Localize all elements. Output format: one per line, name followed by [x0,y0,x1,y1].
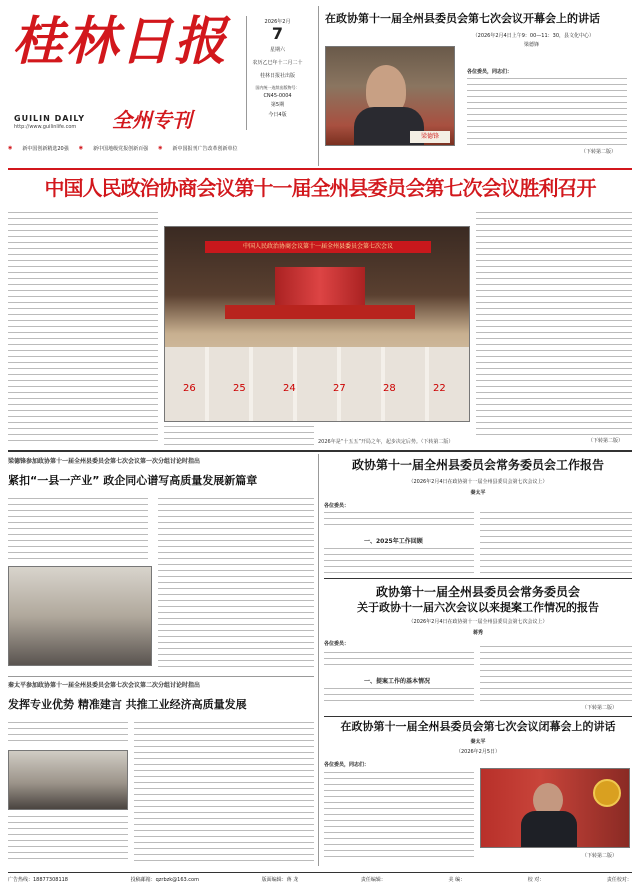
body-text [324,546,474,576]
badge-icon: ◉ [78,145,84,151]
discussion-photo [8,566,152,666]
continued-note: （下转第二版） [582,705,618,711]
story-4 [324,458,632,578]
lead-story [8,210,632,450]
body-text [324,510,474,530]
lead-col-3 [476,210,632,436]
body-text [134,720,314,862]
author: 秦太平 [470,739,486,745]
headline: 紧扣“一县一产业” 政企同心谱写高质量发展新篇章 [8,474,258,487]
body-text [324,770,474,860]
salute: 各位委员，同志们： [324,762,370,768]
seat-number: 22 [433,383,446,394]
seat-number: 25 [233,383,246,394]
publisher: 桂林日报社出版 [259,73,295,79]
issue-box [246,16,308,130]
proofreader: 校 对： [527,877,545,883]
kicker: 秦太平参加政协第十一届全州县委员会第七次会议第二次分组讨论时指出 [8,682,201,689]
body-text [480,510,632,576]
continued-note: （下转第二版） [588,438,624,444]
story-meta: （2026年2月5日） [455,749,501,755]
conference-photo [164,226,470,422]
body-text [480,644,632,702]
conference-banner: 中国人民政治协商会议第十一届全州县委员会第七次会议 [205,241,431,253]
lead-headline: 中国人民政治协商会议第十一届全州县委员会第七次会议胜利召开 [44,176,596,200]
chief-editor: 责任编辑： [360,877,386,883]
site-url: http://www.guilinlife.com [14,124,77,130]
seat-number: 26 [183,383,196,394]
closing-photo [480,768,630,848]
body-text [8,720,128,746]
section-heading: 一、提案工作的基本情况 [364,678,431,685]
section-heading: 一、2025年工作回顾 [364,538,423,545]
salute: 各位委员： [324,503,350,509]
responsible-proofreader: 责任校对： [606,877,632,883]
lead-caption-text [164,424,314,446]
top-story [318,6,634,166]
body-text [324,686,474,706]
continued-note: （下转第二版） [581,149,617,155]
newspaper-title: 桂林日报 [12,11,229,72]
presidium-table [225,305,415,319]
author: 秦太平 [470,490,486,496]
promo-text-1: 新中国创新精选20强 [22,145,69,152]
art-editor: 美 编： [448,877,466,883]
weekday: 星期六 [269,47,285,53]
kicker: 梁德锋参加政协第十一届全州县委员会第七次会议第一次分组讨论时指出 [8,458,201,465]
headline-line-1: 政协第十一届全州县委员会常务委员会 [375,585,580,599]
story-5 [324,584,632,714]
promo-text-2: 新中国地级党报创新百强 [93,145,149,152]
speaker-photo [325,46,455,146]
headline: 在政协第十一届全州县委员会第七次会议开幕会上的讲话 [325,12,600,25]
salute: 各位委员： [324,641,350,647]
date-line: 2026年2月 [264,19,291,25]
lead-caption: 2026年是“十五五”开局之年，起步决定后势。（下转第二版） [318,439,454,445]
story-3 [8,680,314,866]
masthead [8,6,308,156]
page-count: 今日4版 [268,112,287,118]
nameplate: 梁德锋 [410,131,450,143]
headline: 政协第十一届全州县委员会常务委员会工作报告 [351,458,604,472]
body-text [467,76,627,148]
edition-label: 全州专刊 [112,108,192,132]
lead-col-1 [8,210,158,442]
badge-icon: ◉ [8,145,13,151]
stage-flags [275,267,365,307]
author: 梁德锋 [523,42,539,48]
body-text [8,814,128,862]
seat-number: 24 [283,383,296,394]
seat-number: 28 [383,383,396,394]
story-meta: （2026年2月4日上午9：00—11：30，县文化中心） [472,33,594,39]
badge-icon: ◉ [158,145,163,151]
lunar-date: 农历乙巳年十二月二十 [252,60,303,66]
story-6 [324,720,632,870]
story-meta: （2026年2月4日在政协第十一届全州县委员会第七次会议上） [408,479,548,485]
headline-line-2: 关于政协十一届六次会议以来提案工作情况的报告 [357,601,599,614]
issue-number: 第5期 [270,102,285,108]
seat-number: 27 [333,383,346,394]
discussion-photo [8,750,128,810]
cn-label: 国内统一连续出版物号： [255,85,300,90]
story-meta: （2026年2月4日在政协第十一届全州县委员会第七次会议上） [408,619,548,625]
body-text [8,496,148,562]
emblem-icon [593,779,621,807]
headline: 在政协第十一届全州县委员会第七次会议闭幕会上的讲话 [340,720,616,733]
body-text [324,650,474,670]
continued-note: （下转第二版） [582,853,618,859]
speaker-suit [521,811,577,848]
promo-text-3: 新中国报刊广告改革创新单位 [172,145,238,152]
headline: 发挥专业优势 精准建言 共推工业经济高质量发展 [8,698,247,711]
cn-number: CN45-0004 [263,93,292,99]
author: 蒋秀 [472,630,483,636]
audience-seats [165,347,470,422]
ad-hotline: 广告热线：18877308118 [8,877,68,883]
submission-email: 投稿邮箱：qzrbzk@163.com [130,877,199,883]
page-editor: 版面编辑：蒋 龙 [261,877,299,883]
salute: 各位委员，同志们： [467,69,513,75]
date-day: 7 [271,24,284,43]
footer [8,876,632,888]
body-text [158,496,314,668]
promo-strip [8,142,312,154]
english-title: GUILIN DAILY [14,114,86,123]
story-2 [8,456,314,676]
